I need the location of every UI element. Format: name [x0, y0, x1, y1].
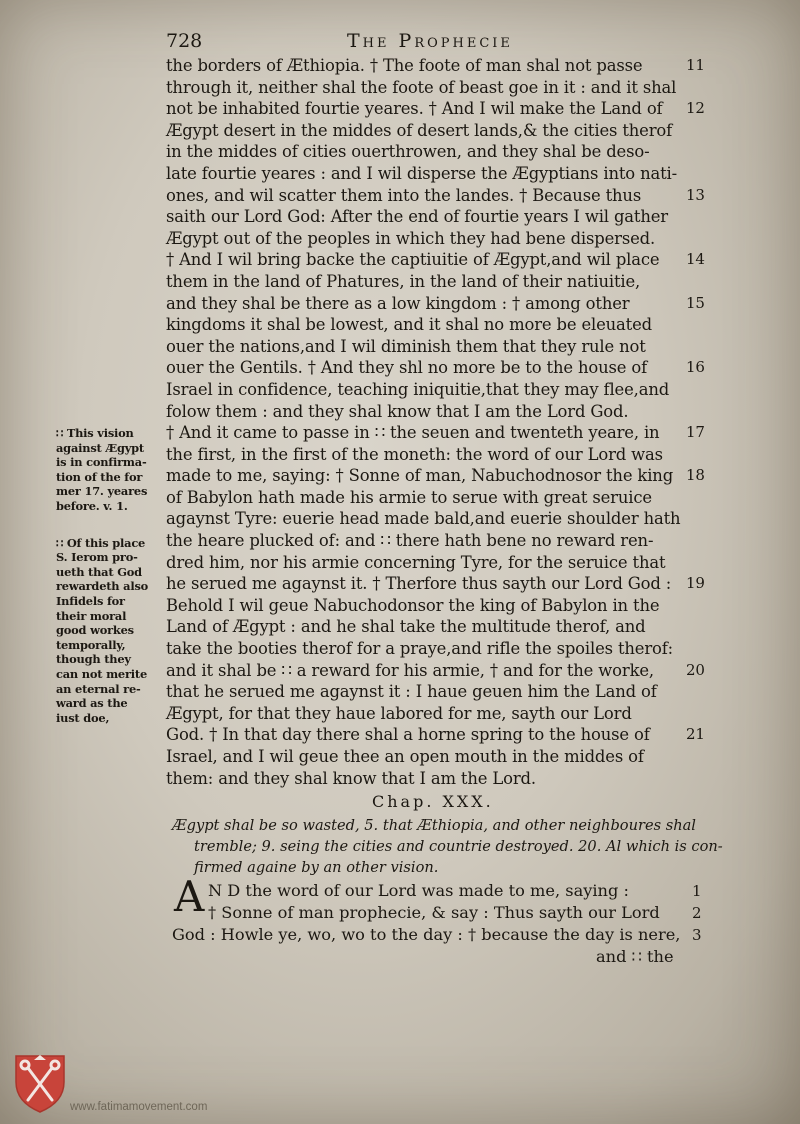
text-line [166, 422, 708, 444]
line-text: kingdoms it shal be lowest, and it shal no more be eleuated [166, 315, 652, 335]
text-line [166, 379, 708, 401]
line-text: † And it came to passe in ∷ the seuen and twenteth yeare, in [166, 423, 660, 443]
line-text: that he serued me agaynst it : I haue geuen him the Land of [166, 682, 657, 702]
line-text: late fourtie yeares : and I wil disperse the Ægyptians into nati- [166, 163, 678, 183]
line-text: the borders of Æthiopia. † The foote of man shal not passe [166, 56, 643, 75]
body-text [166, 55, 708, 789]
margin-note-line: though they [56, 652, 131, 667]
margin-note-jerome [56, 536, 164, 726]
verse-number: 15 [686, 293, 705, 312]
line-text: Ægypt desert in the middes of desert lands,& the cities therof [166, 120, 673, 140]
summary-line: Ægypt shal be so wasted, 5. that Æthiopia, and other neighboures shal [172, 817, 696, 834]
line-text: saith our Lord God: After the end of fourtie years I wil gather [166, 207, 668, 227]
line-text: in the middes of cities ouerthrowen, and they shal be deso- [166, 142, 650, 162]
page-header [0, 30, 800, 54]
text-line [166, 141, 708, 163]
text-line [172, 880, 712, 902]
verse-number: 13 [686, 185, 705, 204]
margin-note-line: ueth that God [56, 564, 142, 579]
line-text: agaynst Tyre: euerie head made bald,and euerie shoulder hath [166, 509, 681, 529]
line-text: them: and they shal know that I am the Lord. [166, 768, 536, 788]
verse-number: 20 [686, 660, 705, 679]
line-text: he serued me agaynst it. † Therfore thus sayth our Lord God : [166, 574, 672, 594]
line-text: not be inhabited fourtie yeares. † And I wil make the Land of [166, 99, 663, 119]
text-line [166, 660, 708, 682]
margin-note-line: Infidels for [56, 593, 125, 608]
page-number: 728 [166, 30, 203, 52]
margin-note-line: can not merite [56, 666, 148, 681]
text-line [166, 120, 708, 142]
text-line [166, 401, 708, 423]
margin-note-line: good workes [56, 623, 134, 638]
text-line [166, 638, 708, 660]
fatima-shield-logo [12, 1052, 68, 1114]
summary-line: firmed againe by an other vision. [194, 859, 439, 876]
text-line [166, 703, 708, 725]
text-line [166, 185, 708, 207]
text-line [166, 573, 708, 595]
line-text: ones, and wil scatter them into the landes. † Because thus [166, 185, 642, 205]
text-line [166, 616, 708, 638]
margin-note-vision [56, 426, 164, 514]
line-text: N D the word of our Lord was made to me, saying : [208, 881, 629, 900]
summary-line: tremble; 9. seing the cities and countrie destroyed. 20. Al which is con- [194, 838, 723, 855]
line-text: and it shal be ∷ a reward for his armie, † and for the worke, [166, 660, 654, 680]
line-text: through it, neither shal the foote of beast goe in it : and it shal [166, 77, 677, 97]
line-text: Behold I wil geue Nabuchodonsor the king of Babylon in the [166, 595, 660, 615]
margin-note-line: is in confirma- [56, 455, 147, 470]
line-text: Israel in confidence, teaching iniquitie,that they may flee,and [166, 379, 670, 399]
chapter-heading: Chap. XXX. [372, 792, 494, 811]
line-text: God. † In that day there shal a horne spring to the house of [166, 725, 650, 745]
verse-number: 19 [686, 574, 705, 593]
margin-note-line: against Ægypt [56, 440, 144, 455]
chapter-text [172, 880, 712, 968]
text-line [166, 163, 708, 185]
text-line [166, 55, 708, 77]
margin-note-line: their moral [56, 608, 127, 623]
text-line [166, 724, 708, 746]
running-title: The Prophecie [347, 30, 513, 52]
line-text: Israel, and I wil geue thee an open mouth in the middes of [166, 747, 644, 766]
margin-note-line: ward as the [56, 696, 128, 711]
verse-number: 18 [686, 466, 705, 485]
line-text: take the booties therof for a praye,and rifle the spoiles therof: [166, 639, 674, 659]
line-text: folow them : and they shal know that I am the Lord God. [166, 401, 629, 421]
verse-number: 1 [692, 882, 702, 900]
line-text: and they shal be there as a low kingdom : † among other [166, 293, 630, 313]
text-line [166, 293, 708, 315]
text-line [172, 924, 712, 946]
margin-note-line: an eternal re- [56, 681, 141, 696]
text-line [166, 681, 708, 703]
line-text: ouer the nations,and I wil diminish them that they rule not [166, 336, 646, 356]
verse-number: 17 [686, 423, 705, 442]
text-line [166, 768, 708, 790]
verse-number: 12 [686, 99, 705, 118]
line-text: God : Howle ye, wo, wo to the day : † because the day is nere, [172, 925, 681, 944]
text-line [166, 336, 708, 358]
verse-number: 14 [686, 250, 705, 269]
text-line [166, 595, 708, 617]
text-line [166, 444, 708, 466]
watermark-url: www.fatimamovement.com [70, 1101, 208, 1113]
text-line [166, 552, 708, 574]
line-text: ouer the Gentils. † And they shl no more be to the house of [166, 358, 648, 378]
line-text: made to me, saying: † Sonne of man, Nabuchodnosor the king [166, 466, 674, 486]
chapter-summary [172, 815, 732, 878]
line-text: the first, in the first of the moneth: the word of our Lord was [166, 444, 663, 464]
verse-number: 3 [692, 926, 702, 944]
text-line [166, 314, 708, 336]
line-text: Ægypt out of the peoples in which they had bene dispersed. [166, 228, 656, 248]
margin-note-line: ∷ This vision [56, 426, 134, 440]
verse-number: 16 [686, 358, 705, 377]
line-text: Ægypt, for that they haue labored for me, sayth our Lord [166, 703, 632, 723]
line-text: † And I wil bring backe the captiuitie of Ægypt,and wil place [166, 250, 660, 270]
margin-note-line: temporally, [56, 637, 126, 652]
line-text: of Babylon hath made his armie to serue with great seruice [166, 487, 652, 507]
text-line [166, 530, 708, 552]
text-line [166, 98, 708, 120]
text-line [166, 357, 708, 379]
text-line [166, 487, 708, 509]
text-line [166, 206, 708, 228]
line-text: Land of Ægypt : and he shal take the multitude therof, and [166, 617, 646, 637]
drop-cap: A [174, 872, 205, 921]
text-line [166, 249, 708, 271]
text-line [166, 465, 708, 487]
margin-note-line: iust doe, [56, 710, 110, 725]
text-line [166, 228, 708, 250]
text-line [166, 746, 708, 768]
line-text: the heare plucked of: and ∷ there hath bene no reward ren- [166, 531, 654, 551]
text-line [172, 902, 712, 924]
text-line [166, 508, 708, 530]
text-line [166, 271, 708, 293]
verse-number: 2 [692, 904, 702, 922]
margin-note-line: before. v. 1. [56, 498, 128, 513]
margin-note-line: ∷ Of this place [56, 535, 146, 550]
line-text: dred him, nor his armie concerning Tyre, for the seruice that [166, 552, 666, 572]
margin-note-line: mer 17. yeares [56, 484, 148, 499]
margin-note-line: S. Ierom pro- [56, 550, 138, 565]
line-text: † Sonne of man prophecie, & say : Thus sayth our Lord [208, 903, 660, 922]
text-line [166, 77, 708, 99]
margin-notes [56, 426, 164, 725]
verse-number: 11 [686, 56, 705, 74]
line-text: them in the land of Phatures, in the land of their natiuitie, [166, 271, 641, 291]
line-text: and ∷ the [596, 947, 674, 966]
margin-note-line: tion of the for [56, 469, 143, 484]
margin-note-line: rewardeth also [56, 579, 149, 594]
verse-number: 21 [686, 725, 705, 744]
text-line [172, 946, 712, 968]
